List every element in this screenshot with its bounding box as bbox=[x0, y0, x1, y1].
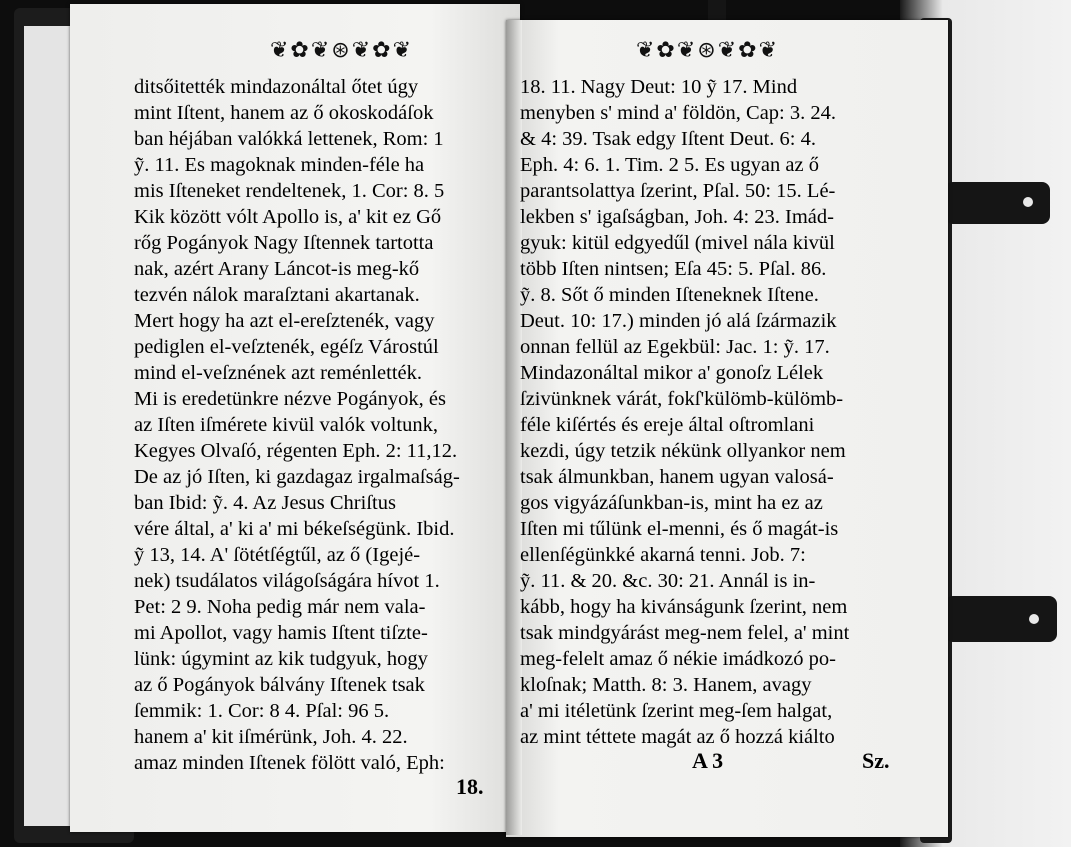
text-line: kezdi, úgy tetzik nékünk ollyankor nem bbox=[520, 440, 846, 462]
clasp-hole bbox=[1023, 197, 1033, 207]
catchword: Sz. bbox=[862, 748, 890, 773]
book-clasp-upper bbox=[945, 182, 1050, 224]
text-line: ellenſégünkké akarná tenni. Job. 7: bbox=[520, 544, 806, 566]
text-line: nek) tsudálatos világoſságára hívot 1. bbox=[134, 570, 440, 592]
text-line: több Iſten nintsen; Eſa 45: 5. Pſal. 86. bbox=[520, 258, 827, 280]
text-line: mi Apollot, vagy hamis Iſtent tiſzte- bbox=[134, 622, 428, 644]
text-line: amaz minden Iſtenek fölött való, Eph: bbox=[134, 752, 445, 774]
clasp-hole bbox=[1029, 614, 1039, 624]
text-line: gos vigyázáſunkban-is, mint ha ez az bbox=[520, 492, 823, 514]
text-line: lünk: úgymint az kik tudgyuk, hogy bbox=[134, 648, 428, 670]
text-line: ỹ. 11. Es magoknak minden-féle ha bbox=[134, 154, 425, 176]
text-line: ỹ 13, 14. A' ſötétſégtűl, az ő (Igejé- bbox=[134, 544, 421, 566]
book-clasp-lower bbox=[945, 596, 1057, 642]
text-line: ban Ibid: ỹ. 4. Az Jesus Chriſtus bbox=[134, 492, 396, 514]
text-line: Mert hogy ha azt el-ereſztenék, vagy bbox=[134, 310, 435, 332]
text-line: onnan fellül az Egekbül: Jac. 1: ỹ. 17. bbox=[520, 336, 830, 358]
clasp-strap-top bbox=[708, 0, 726, 22]
text-line: Deut. 10: 17.) minden jó alá ſzármazik bbox=[520, 310, 837, 332]
text-line: pediglen el-veſztenék, egéſz Várostúl bbox=[134, 336, 439, 358]
left-headpiece-ornament: ❦✿❦⊛❦✿❦ bbox=[270, 38, 414, 63]
text-line: vére által, a' ki a' mi békeſségünk. Ibid. bbox=[134, 518, 455, 540]
text-line: mind el-veſznének azt reménlették. bbox=[134, 362, 423, 384]
text-line: féle kiſértés és ereje által oſtromlani bbox=[520, 414, 815, 436]
text-line: gyuk: kitül edgyedűl (mivel nála kivül bbox=[520, 232, 835, 254]
text-line: ban héjában valókká lettenek, Rom: 1 bbox=[134, 128, 444, 150]
text-line: kloſnak; Matth. 8: 3. Hanem, avagy bbox=[520, 674, 812, 696]
page-number: 18. bbox=[456, 774, 484, 799]
text-line: Mi is eredetünkre nézve Pogányok, és bbox=[134, 388, 446, 410]
text-line: tezvén nálok maraſztani akartanak. bbox=[134, 284, 420, 306]
text-line: hanem a' kit iſmérünk, Joh. 4. 22. bbox=[134, 726, 408, 748]
text-line: ỹ. 11. & 20. &c. 30: 21. Annál is in- bbox=[520, 570, 816, 592]
text-line: ſemmik: 1. Cor: 8 4. Pſal: 96 5. bbox=[134, 700, 390, 722]
text-line: menyben s' mind a' földön, Cap: 3. 24. bbox=[520, 102, 836, 124]
text-line: mis Iſteneket rendeltenek, 1. Cor: 8. 5 bbox=[134, 180, 445, 202]
text-line: az mint téttete magát az ő hozzá kiálto bbox=[520, 726, 835, 748]
text-line: Eph. 4: 6. 1. Tim. 2 5. Es ugyan az ő bbox=[520, 154, 819, 176]
text-line: 18. 11. Nagy Deut: 10 ỹ 17. Mind bbox=[520, 76, 798, 98]
text-line: ſzivünknek várát, fokſ'külömb-külömb- bbox=[520, 388, 844, 410]
text-line: a' mi itéletünk ſzerint meg-ſem halgat, bbox=[520, 700, 833, 722]
text-line: az ő Pogányok bálvány Iſtenek tsak bbox=[134, 674, 425, 696]
text-line: lekben s' igaſságban, Joh. 4: 23. Imád- bbox=[520, 206, 834, 228]
text-line: Kegyes Olvaſó, régenten Eph. 2: 11,12. bbox=[134, 440, 458, 462]
text-line: Kik között vólt Apollo is, a' kit ez Gő bbox=[134, 206, 442, 228]
right-page-text bbox=[520, 74, 849, 750]
text-line: tsak mindgyárást meg-nem felel, a' mint bbox=[520, 622, 850, 644]
text-line: De az jó Iſten, ki gazdagaz irgalmaſság- bbox=[134, 466, 460, 488]
text-line: ỹ. 8. Sőt ő minden Iſteneknek Iſtene. bbox=[520, 284, 819, 306]
text-line: ditsőitették mindazonáltal őtet úgy bbox=[134, 76, 419, 98]
text-line: az Iſten iſmérete kivül valók voltunk, bbox=[134, 414, 438, 436]
text-line: parantsolattya ſzerint, Pſal. 50: 15. Lé- bbox=[520, 180, 836, 202]
text-line: & 4: 39. Tsak edgy Iſtent Deut. 6: 4. bbox=[520, 128, 816, 150]
text-line: Iſten mi tűlünk el-menni, és ő magát-is bbox=[520, 518, 839, 540]
text-line: meg-felelt amaz ő nékie imádkozó po- bbox=[520, 648, 836, 670]
left-page-text bbox=[134, 74, 460, 776]
text-line: kább, hogy ha kivánságunk ſzerint, nem bbox=[520, 596, 848, 618]
text-line: mint Iſtent, hanem az ő okoskodáſok bbox=[134, 102, 434, 124]
signature-mark: A 3 bbox=[692, 748, 724, 773]
text-line: rőg Pogányok Nagy Iſtennek tartotta bbox=[134, 232, 434, 254]
text-line: Mindazonáltal mikor a' gonoſz Lélek bbox=[520, 362, 824, 384]
text-line: nak, azért Arany Láncot-is meg-kő bbox=[134, 258, 420, 280]
right-headpiece-ornament: ❦✿❦⊛❦✿❦ bbox=[636, 38, 780, 63]
text-line: Pet: 2 9. Noha pedig már nem vala- bbox=[134, 596, 426, 618]
text-line: tsak álmunkban, hanem ugyan valosá- bbox=[520, 466, 834, 488]
